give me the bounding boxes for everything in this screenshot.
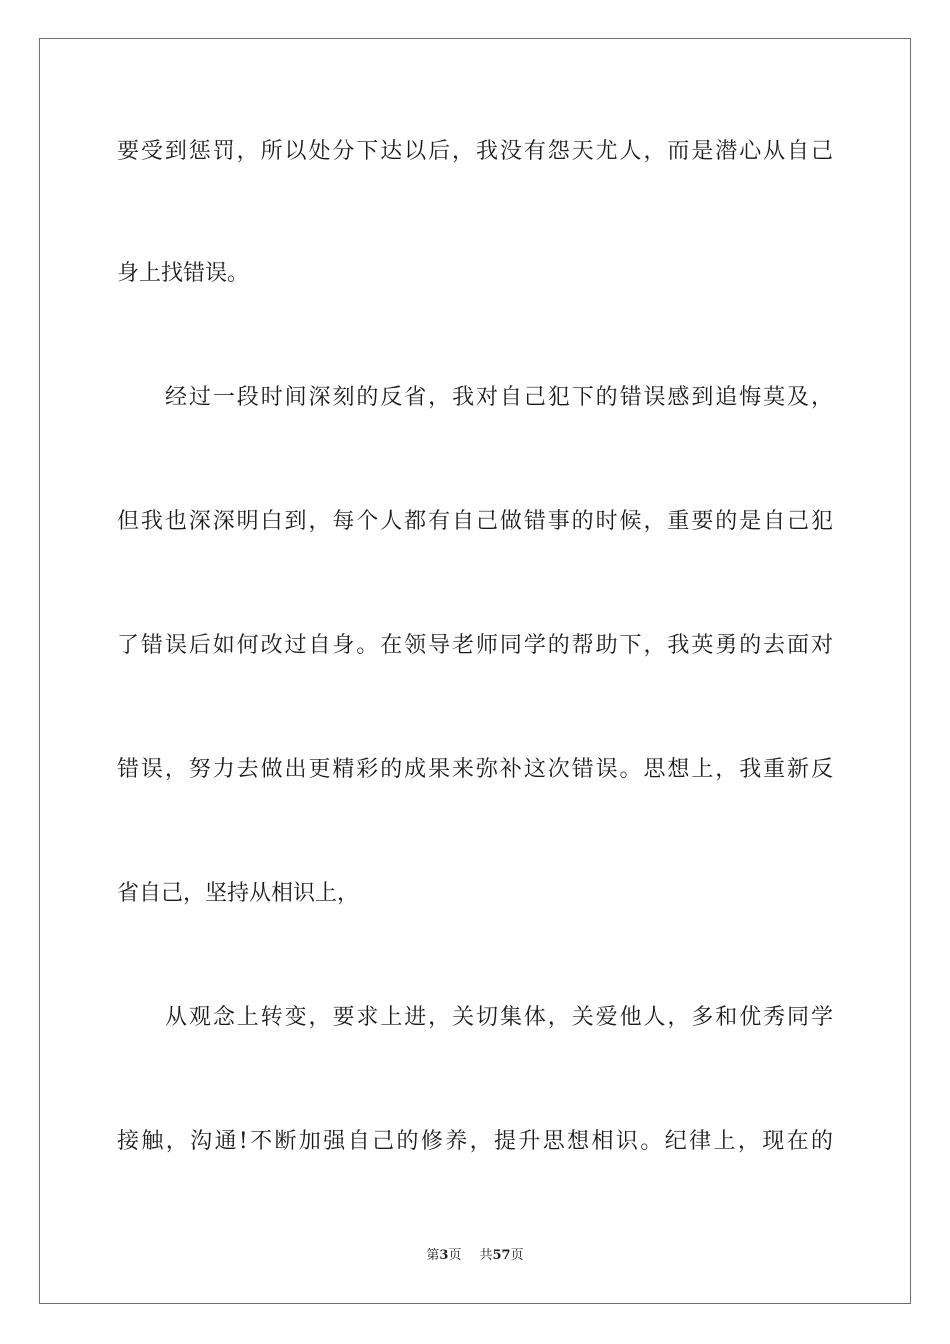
- text-line-3: 经过一段时间深刻的反省，我对自己犯下的错误感到追悔莫及，: [165, 385, 833, 410]
- total-label-suffix: 页: [510, 1248, 524, 1263]
- text-line-6: 错误，努力去做出更精彩的成果来弥补这次错误。思想上，我重新反: [117, 757, 833, 782]
- text-line-7: 省自己，坚持从相识上，: [117, 881, 360, 906]
- text-line-9: 接触，沟通!不断加强自己的修养，提升思想相识。纪律上，现在的: [117, 1129, 833, 1154]
- page-number: 3: [439, 1248, 449, 1263]
- page-border: [39, 38, 911, 1304]
- page-label-prefix: 第: [426, 1248, 440, 1263]
- text-line-1: 要受到惩罚，所以处分下达以后，我没有怨天尤人，而是潜心从自己: [117, 139, 833, 164]
- total-label-prefix: 共: [479, 1248, 493, 1263]
- total-pages: 57: [492, 1248, 511, 1263]
- text-line-8: 从观念上转变，要求上进，关切集体，关爱他人，多和优秀同学: [165, 1005, 833, 1030]
- page-label-suffix: 页: [448, 1248, 462, 1263]
- text-line-2: 身上找错误。: [117, 261, 250, 286]
- text-line-5: 了错误后如何改过自身。在领导老师同学的帮助下，我英勇的去面对: [117, 633, 833, 658]
- page-footer: [0, 1247, 950, 1265]
- text-line-4: 但我也深深明白到，每个人都有自己做错事的时候，重要的是自己犯: [117, 509, 833, 534]
